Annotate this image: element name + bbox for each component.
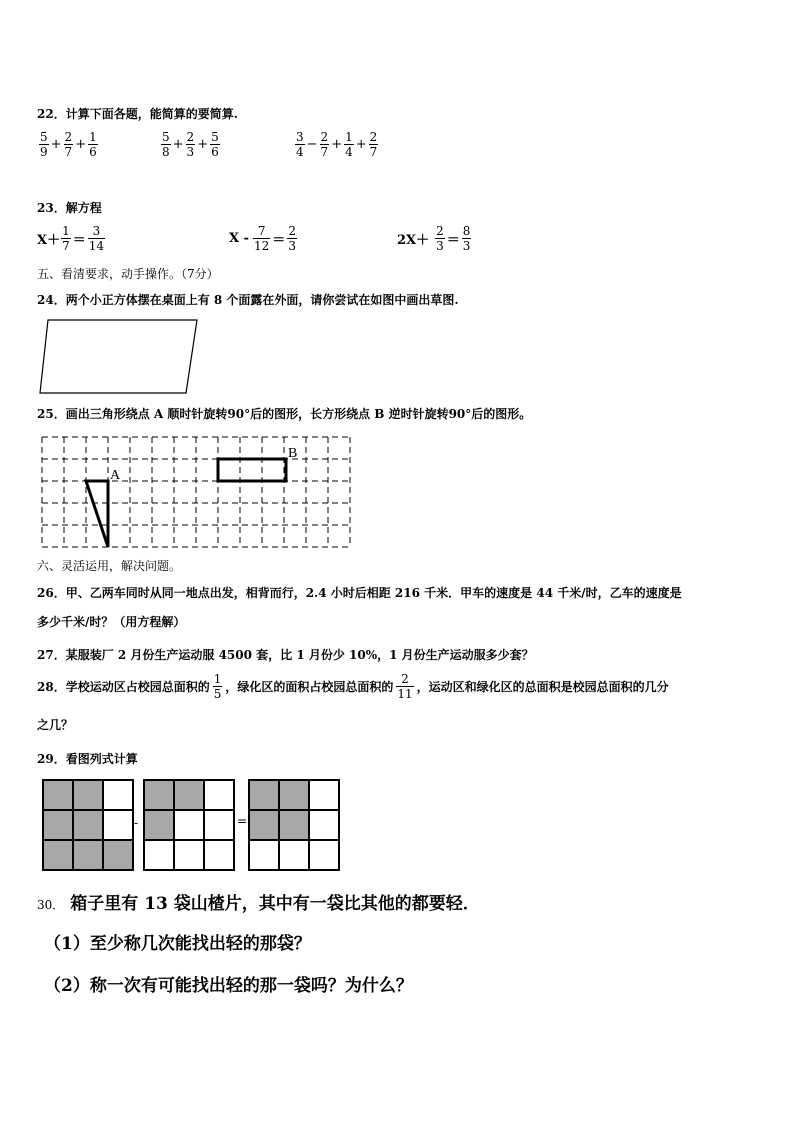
- q24-text: 24．两个小正方体摆在桌面上有 8 个面露在外面，请你尝试在如图中画出草图.: [37, 293, 459, 307]
- q25-label-b: B: [288, 446, 298, 461]
- q22-expression-2: $\frac{5}{8}$ + $\frac{2}{3}$ + $\frac{5}{6}$: [162, 130, 219, 159]
- q29-grid-3: [248, 779, 340, 871]
- q30-sub-question-2: （2）称一次有可能找出轻的那一袋吗？为什么？: [44, 976, 413, 996]
- q23-equation-1: X＋ $\frac{1}{7}$ ＝ $\frac{3}{14}$: [37, 224, 105, 253]
- q23-equation-3: 2X＋ $\frac{2}{3}$ ＝ $\frac{8}{3}$: [397, 224, 471, 253]
- q25-text: 25．画出三角形绕点 A 顺时针旋转90°后的图形，长方形绕点 B 逆时针旋转90°后的图形。: [37, 407, 532, 421]
- section-5-heading: 五、看清要求，动手操作。（7分）: [37, 267, 219, 281]
- q30-number: 30．: [37, 898, 65, 912]
- q28-line-1: 28．学校运动区占校园总面积的 $\frac{1}{5}$ ，绿化区的面积占校园总面积的 $\frac{2}{11}$ ，运动区和绿化区的总面积是校园总面积的几分: [37, 672, 669, 701]
- q27-text: 27．某服装厂 2 月份生产运动服 4500 套，比 1 月份少 10%，1 月份生产运动服多少套？: [37, 648, 534, 662]
- q25-grid-figure: [40, 435, 360, 550]
- q22-expression-1: $\frac{5}{9}$ + $\frac{2}{7}$ + $\frac{1}{6}$: [40, 130, 97, 159]
- q26-line-2: 多少千米/时？（用方程解）: [37, 615, 186, 629]
- q26-line-1: 26．甲、乙两车同时从同一地点出发，相背而行，2.4 小时后相距 216 千米．甲车的速度是 44 千米/时，乙车的速度是: [37, 586, 682, 600]
- section-6-heading: 六、灵活运用，解决问题。: [37, 559, 182, 573]
- q24-parallelogram: [38, 318, 200, 396]
- q23-text: 23．解方程: [37, 201, 102, 215]
- q29-text: 29．看图列式计算: [37, 752, 138, 766]
- q22-text: 22．计算下面各题，能简算的要简算.: [37, 107, 238, 121]
- q29-grid-1: [42, 779, 134, 871]
- q29-minus-sign: -: [134, 816, 139, 830]
- q28-line-2: 之几？: [37, 718, 74, 732]
- q25-label-a: A: [110, 468, 121, 483]
- q30-text: 箱子里有 13 袋山楂片，其中有一袋比其他的都要轻．: [70, 894, 480, 914]
- q30-sub-question-1: （1）至少称几次能找出轻的那袋？: [44, 934, 311, 954]
- q25-rectangle: [218, 459, 286, 481]
- q25-triangle: [86, 481, 108, 547]
- q29-equals-sign: =: [237, 814, 248, 828]
- q29-grid-2: [143, 779, 235, 871]
- q22-expression-3: $\frac{3}{4}$ − $\frac{2}{7}$ + $\frac{1}{4}$ + $\frac{2}{7}$: [296, 130, 378, 159]
- q23-equation-2: X - $\frac{7}{12}$ ＝ $\frac{2}{3}$: [229, 224, 296, 253]
- q30-line: [37, 889, 480, 914]
